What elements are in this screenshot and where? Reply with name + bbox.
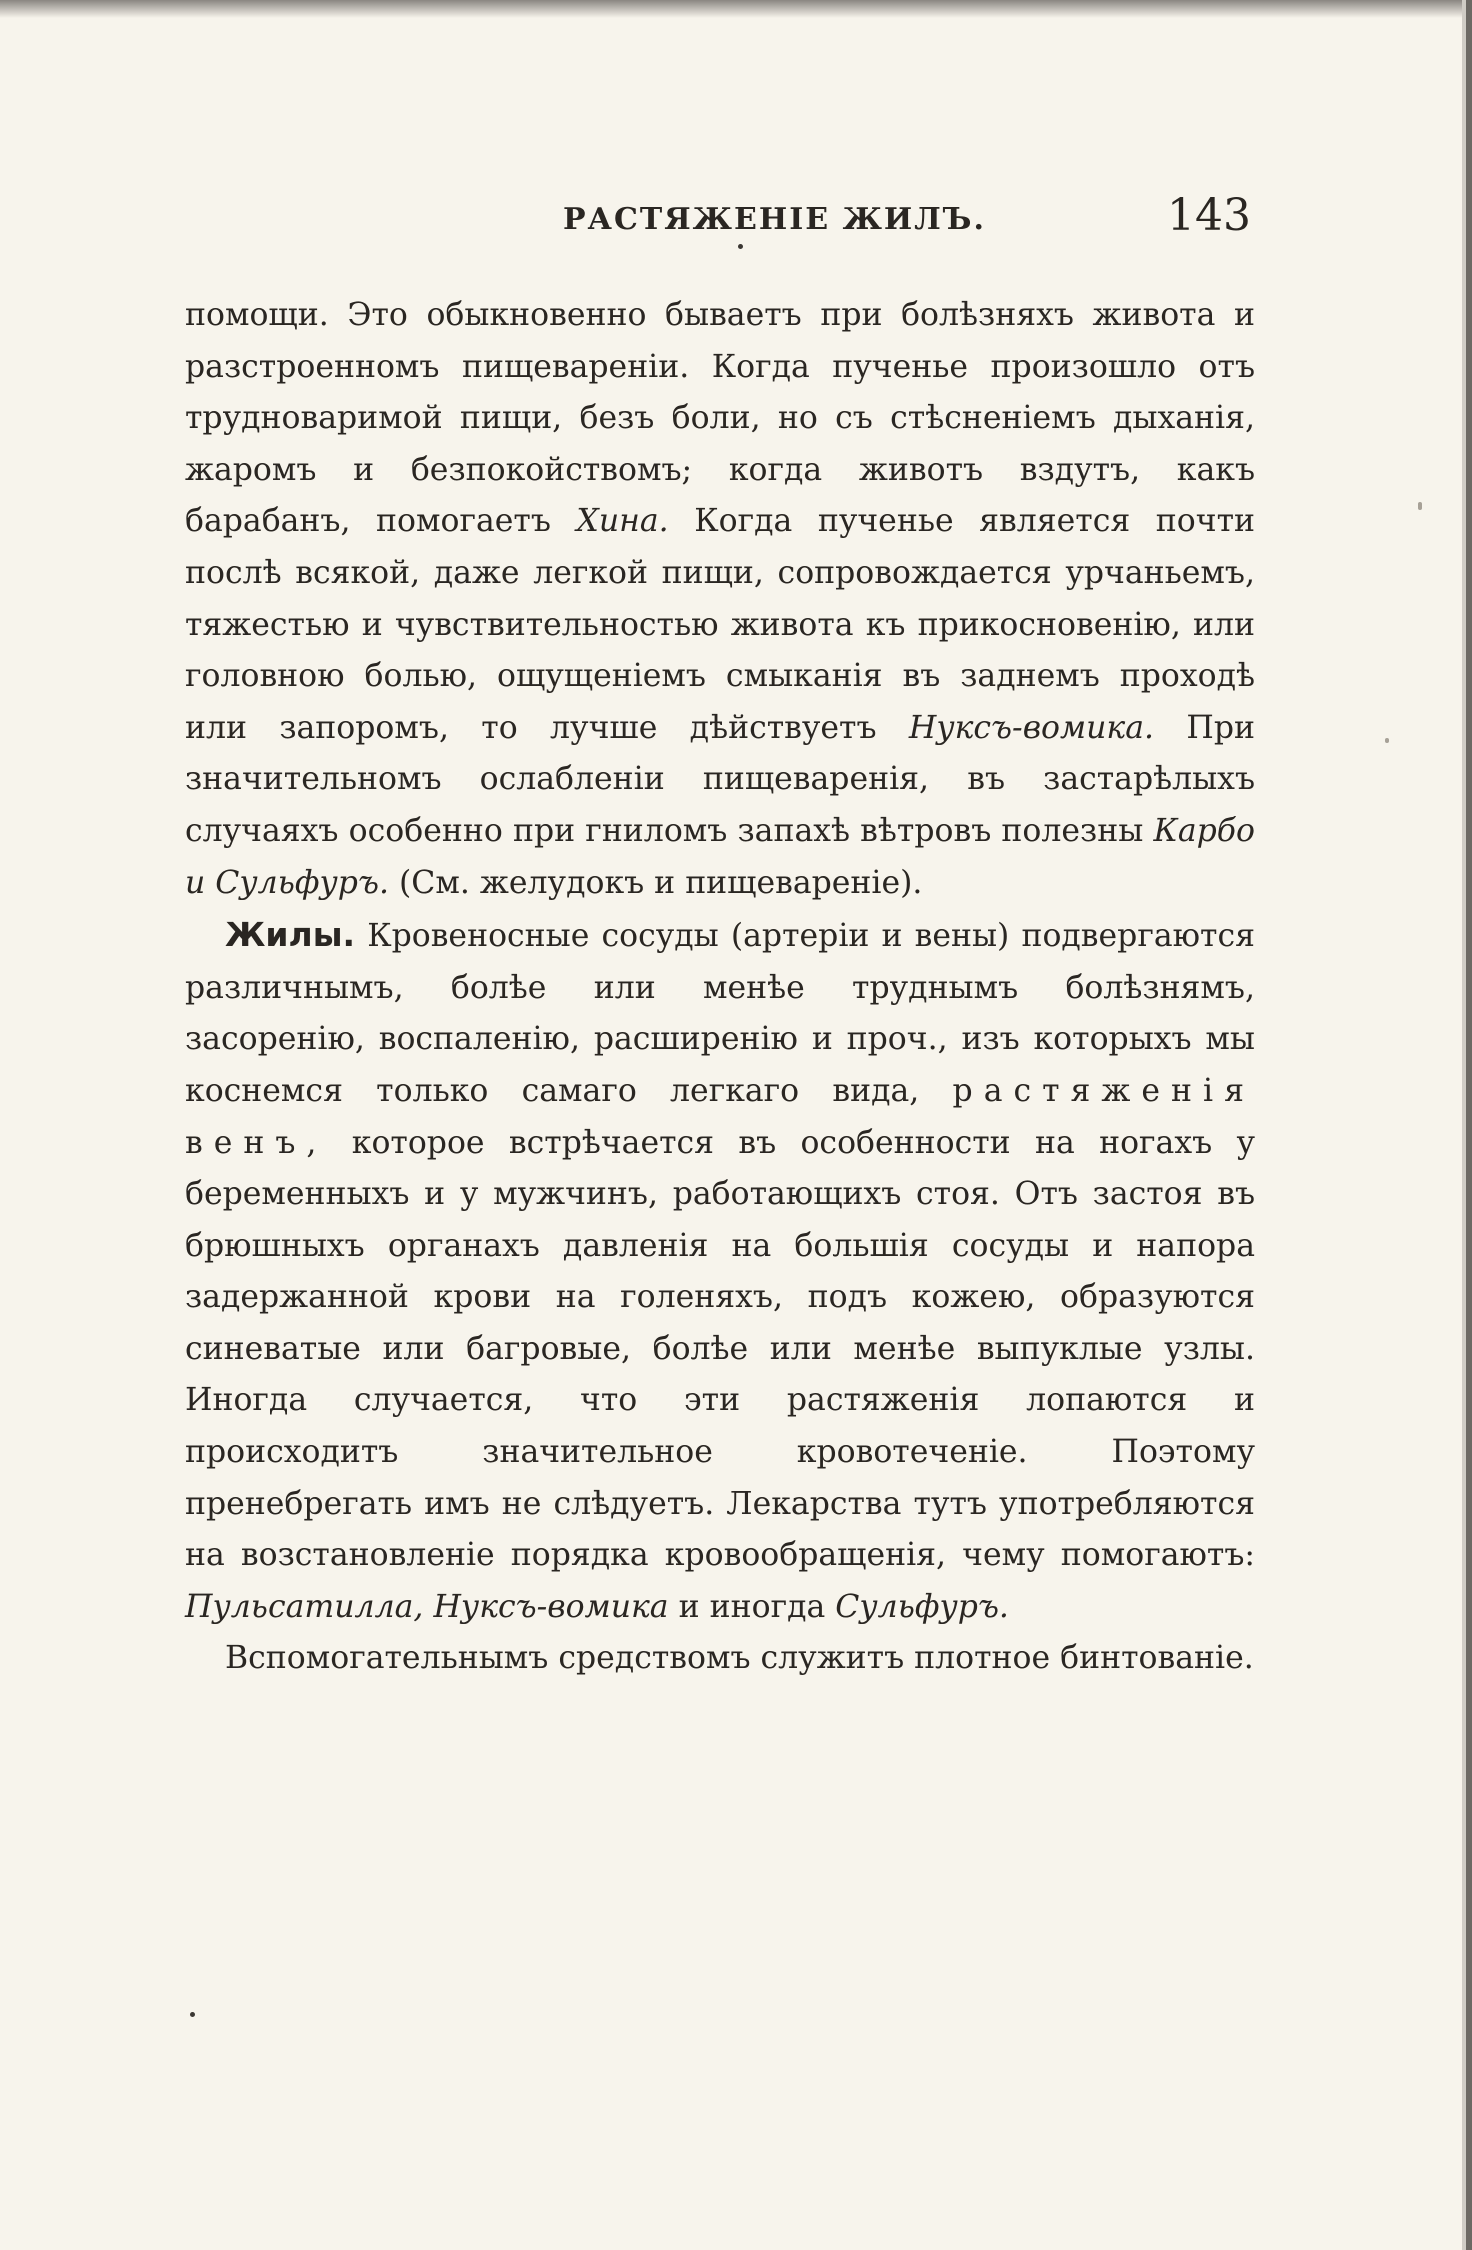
text-run: и иногда bbox=[668, 1588, 836, 1625]
section-heading: Жилы. bbox=[225, 915, 356, 955]
paragraph-bandage bbox=[185, 1633, 1255, 1685]
scan-top-shadow bbox=[0, 0, 1472, 18]
remedy-name: Нуксъ-вомика. bbox=[908, 709, 1154, 746]
text-run: Когда пученье является почти послѣ всякой, даже легкой пищи, сопровождается урчаньемъ, тяжестью и чувствительностью живота къ прикосновенію, или головною болью, ощущеніемъ смыканія въ заднемъ проходѣ или запоромъ, то лучше дѣйствуетъ bbox=[185, 503, 1255, 746]
text-run: которое встрѣчается въ особенности на ногахъ у беременныхъ и у мужчинъ, работающихъ стоя. Отъ застоя въ брюшныхъ органахъ давленія на большія сосуды и напора задержанной крови на голеняхъ, подъ кожею, образуются синеватые или багровые, болѣе или менѣе выпуклые узлы. Иногда случается, что эти растяженія лопаются и происходитъ значительное кровотеченіе. Поэтому пренебрегать имъ не слѣдуетъ. Лекарства тутъ употребляются на возстановленіе порядка кровообращенія, чему помогаютъ: bbox=[185, 1124, 1255, 1574]
ink-speck bbox=[738, 244, 743, 249]
paragraph-continuation bbox=[185, 290, 1255, 909]
text-run: Вспомогательнымъ средствомъ служитъ плотное бинтованіе. bbox=[225, 1640, 1254, 1677]
remedy-name: Хина. bbox=[576, 503, 669, 540]
remedy-name: Сульфуръ. bbox=[835, 1588, 1009, 1625]
page-header bbox=[185, 190, 1255, 250]
text-run: Кровеносные сосуды (артеріи и вены) подвергаются различнымъ, болѣе или менѣе труднымъ болѣзнямъ, засоренію, воспаленію, расширенію и проч., изъ которыхъ мы коснемся только самаго легкаго вида, bbox=[185, 918, 1255, 1109]
ink-speck bbox=[190, 2012, 195, 2017]
body-text bbox=[185, 290, 1255, 1685]
remedy-name: Карбо и Сульфуръ. bbox=[185, 812, 1255, 901]
paragraph-veins bbox=[185, 909, 1255, 1633]
paper-speck bbox=[1385, 738, 1389, 743]
text-run: При значительномъ ослабленіи пищеваренія, въ застарѣлыхъ случаяхъ особенно при гниломъ запахѣ вѣтровъ полезны bbox=[185, 709, 1255, 849]
text-run: (См. желудокъ и пищевареніе). bbox=[388, 864, 923, 901]
remedy-name: Пульсатилла, bbox=[185, 1588, 424, 1625]
page-number: 143 bbox=[1167, 190, 1251, 241]
paper-speck bbox=[1418, 502, 1422, 510]
remedy-name: Нуксъ-вомика bbox=[433, 1588, 669, 1625]
text-run: помощи. Это обыкновенно бываетъ при болѣзняхъ живота и разстроенномъ пищевареніи. Когда пученье произошло отъ трудноваримой пищи, безъ боли, но съ стѣсненіемъ дыханія, жаромъ и безпокойствомъ; когда животъ вздутъ, какъ барабанъ, помогаетъ bbox=[185, 297, 1255, 540]
running-head: РАСТЯЖЕНІЕ ЖИЛЪ. bbox=[563, 202, 986, 237]
scan-right-edge bbox=[1466, 0, 1472, 2250]
spaced-term: растяженія венъ, bbox=[185, 1072, 1255, 1161]
text-run bbox=[423, 1589, 433, 1625]
